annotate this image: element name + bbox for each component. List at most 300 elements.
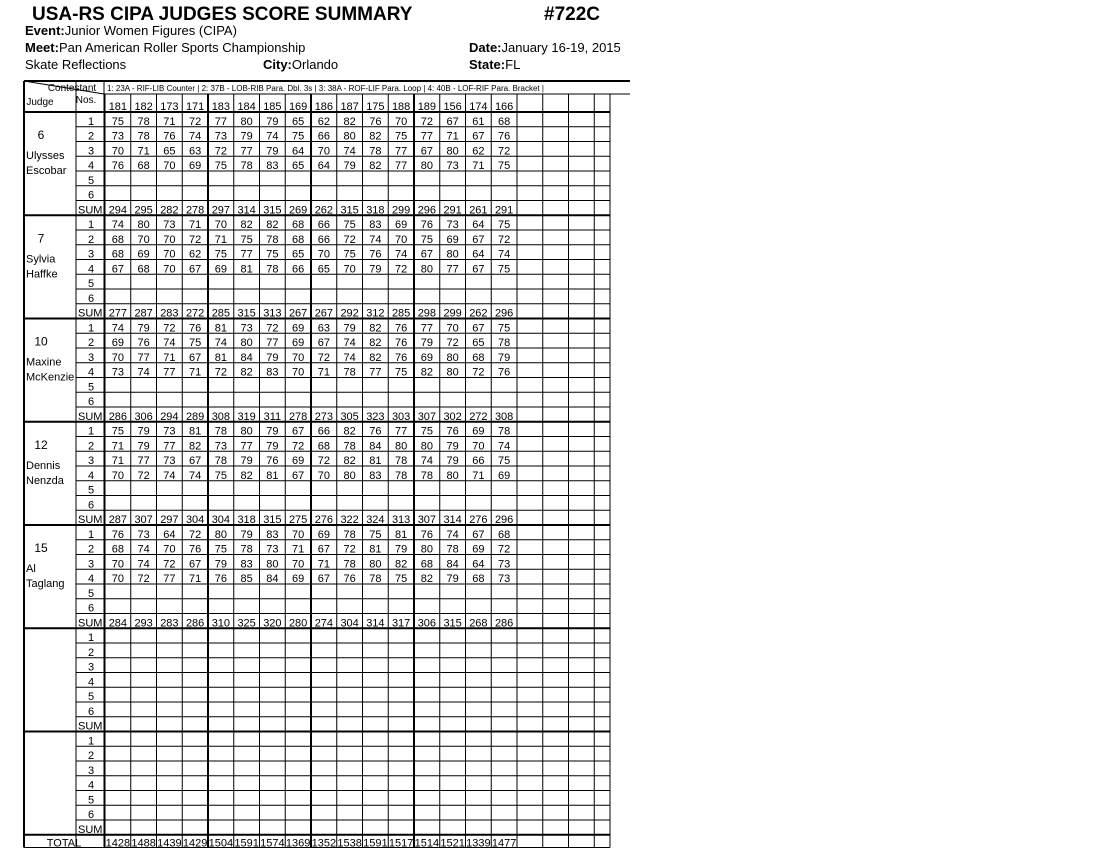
score-cell: 66 [472,455,485,467]
score-cell: 71 [137,145,150,158]
total-label: TOTAL [46,837,82,850]
score-cell: 77 [395,160,408,172]
score-cell: 64 [317,160,330,172]
score-cell: 83 [240,558,253,571]
score-cell: 72 [163,558,176,571]
score-cell: 80 [240,425,253,438]
score-cell: 71 [472,469,485,482]
sum-cell: 307 [417,410,437,423]
sum-cell: 305 [340,410,359,423]
score-cell: 77 [446,263,459,276]
score-cell: 70 [343,263,356,276]
score-cell: 79 [343,160,356,172]
score-cell: 70 [111,145,124,158]
score-cell: 72 [137,573,150,585]
score-cell: 78 [240,543,253,556]
score-cell: 69 [472,543,485,556]
judge-last-name: McKenzie [26,371,75,384]
score-row-label: 6 [87,499,95,512]
score-cell: 80 [446,145,459,158]
sum-cell: 312 [366,307,385,320]
score-cell: 77 [137,455,150,467]
total-cell: 1369 [285,837,311,850]
score-cell: 80 [446,366,459,379]
meet-label: Meet: [25,40,59,55]
score-cell: 79 [446,440,459,453]
contestant-number: 171 [185,101,205,113]
score-cell: 69 [472,425,485,438]
score-cell: 73 [111,130,124,143]
date-value: January 16-19, 2015 [501,40,621,55]
score-row-label: 3 [87,145,95,158]
score-cell: 72 [498,233,511,246]
score-cell: 81 [395,528,408,541]
score-cell: 82 [369,337,382,349]
score-cell: 76 [369,248,382,261]
score-cell: 65 [292,160,305,172]
score-cell: 62 [189,248,202,261]
score-cell: 75 [240,233,253,246]
score-row-label: 3 [87,661,95,674]
score-row-label: 4 [87,469,95,482]
total-cell: 1428 [105,837,131,850]
score-cell: 75 [369,528,382,541]
sum-cell: 276 [469,514,488,526]
score-cell: 82 [369,160,382,172]
sum-cell: 296 [494,514,514,526]
score-cell: 77 [420,322,433,335]
score-cell: 69 [420,351,433,364]
score-row-label: 4 [87,573,95,585]
score-cell: 80 [446,469,459,482]
contestant-number: 174 [469,101,488,113]
score-cell: 74 [137,543,150,556]
score-cell: 76 [369,115,382,128]
score-cell: 77 [137,351,150,364]
score-cell: 72 [137,469,150,482]
corner-nos-label: Nos. [75,95,97,106]
score-cell: 73 [214,130,227,143]
score-cell: 67 [189,351,202,364]
score-cell: 75 [395,130,408,143]
score-cell: 73 [240,322,253,335]
score-cell: 67 [317,573,330,585]
total-cell: 1488 [131,837,156,850]
score-cell: 77 [214,115,227,128]
score-cell: 79 [240,528,253,541]
score-cell: 81 [369,455,382,467]
score-cell: 78 [343,366,356,379]
score-cell: 84 [369,440,382,453]
score-cell: 72 [317,351,330,364]
score-cell: 65 [292,248,305,261]
score-cell: 69 [189,160,202,172]
score-cell: 80 [240,337,253,349]
score-cell: 78 [343,528,356,541]
score-cell: 76 [420,528,433,541]
score-cell: 79 [137,322,150,335]
score-row-label: 1 [87,735,95,748]
sum-cell: 283 [160,617,179,630]
score-cell: 75 [111,425,124,438]
contestant-number: 182 [134,101,153,113]
sum-cell: 287 [108,514,128,526]
sum-label: SUM [78,410,103,423]
score-row-label: 3 [87,558,95,571]
sum-cell: 314 [366,617,385,630]
score-row-label: 1 [87,632,95,644]
score-row-label: 6 [87,809,95,821]
score-cell: 76 [498,366,511,379]
sum-cell: 282 [160,204,179,217]
score-cell: 77 [240,440,253,453]
score-cell: 64 [472,248,485,261]
score-cell: 83 [369,219,382,231]
score-cell: 71 [163,351,176,364]
score-cell: 79 [420,337,433,349]
score-cell: 62 [317,115,330,128]
judge-number: 12 [34,437,48,452]
sum-label: SUM [78,720,103,733]
score-row-label: 5 [87,691,95,703]
total-cell: 1574 [260,837,285,850]
score-cell: 65 [472,337,485,349]
score-cell: 71 [446,130,459,143]
score-row-label: 5 [87,587,95,600]
score-cell: 81 [240,263,253,276]
sum-cell: 285 [211,307,231,320]
score-cell: 66 [317,130,330,143]
score-cell: 65 [163,145,176,158]
sum-cell: 310 [211,617,231,630]
score-cell: 82 [343,455,356,467]
score-cell: 72 [343,543,356,556]
sum-cell: 314 [237,204,256,217]
score-cell: 72 [292,440,305,453]
score-row-label: 1 [87,219,95,231]
score-cell: 69 [292,455,305,467]
contestant-number: 189 [417,101,437,113]
score-cell: 78 [498,337,511,349]
score-cell: 76 [369,425,382,438]
score-cell: 80 [240,115,253,128]
score-row-label: 1 [87,528,95,541]
score-cell: 70 [317,469,330,482]
score-row-label: 2 [87,440,95,453]
judge-first-name: Maxine [26,356,62,369]
contestant-number: 184 [237,101,256,113]
score-cell: 68 [420,558,433,571]
score-cell: 71 [163,115,176,128]
score-row-label: 5 [87,278,95,290]
form-code: #722C [544,4,600,25]
score-cell: 67 [292,469,305,482]
score-cell: 78 [369,145,382,158]
score-cell: 82 [266,219,279,231]
score-cell: 70 [214,219,227,231]
judge-first-name: Dennis [26,459,61,472]
judge-last-name: Nenzda [26,474,64,487]
score-cell: 68 [111,543,124,556]
score-row-label: 2 [87,543,95,556]
score-cell: 76 [266,455,279,467]
score-cell: 64 [472,219,485,231]
sum-cell: 315 [263,204,282,217]
score-cell: 70 [137,233,150,246]
sum-cell: 304 [340,617,359,630]
score-cell: 77 [266,337,279,349]
score-cell: 80 [420,263,433,276]
score-cell: 78 [266,263,279,276]
score-cell: 72 [420,115,433,128]
score-cell: 72 [189,115,202,128]
sum-cell: 313 [263,307,282,320]
score-cell: 67 [317,543,330,556]
sum-cell: 289 [185,410,205,423]
city-label: City: [263,57,292,72]
sum-cell: 275 [288,514,308,526]
score-cell: 80 [420,160,433,172]
score-cell: 73 [446,160,459,172]
score-cell: 67 [472,528,485,541]
score-cell: 75 [214,543,227,556]
score-cell: 80 [214,528,227,541]
score-cell: 82 [369,322,382,335]
score-cell: 77 [240,145,253,158]
score-cell: 73 [163,425,176,438]
score-cell: 67 [472,263,485,276]
sum-cell: 299 [391,204,411,217]
score-cell: 69 [214,263,227,276]
score-cell: 78 [446,543,459,556]
score-cell: 79 [395,543,408,556]
score-cell: 80 [420,440,433,453]
total-cell: 1352 [311,837,337,850]
score-cell: 74 [395,248,408,261]
sum-cell: 306 [417,617,437,630]
total-cell: 1591 [234,837,259,850]
score-cell: 78 [214,455,227,467]
score-cell: 74 [189,469,202,482]
score-row-label: 5 [87,794,95,807]
score-cell: 74 [266,130,279,143]
city-value: Orlando [291,57,339,72]
score-cell: 79 [266,425,279,438]
sum-cell: 278 [185,204,205,217]
score-cell: 68 [111,233,124,246]
score-cell: 71 [472,160,485,172]
score-cell: 75 [214,160,227,172]
score-cell: 74 [343,145,356,158]
judge-last-name: Escobar [26,165,67,177]
sum-cell: 287 [134,307,153,320]
score-cell: 82 [240,366,253,379]
sum-cell: 311 [263,410,282,423]
score-grid [23,80,633,850]
judge-first-name: Al [26,563,36,575]
score-cell: 67 [111,263,124,276]
sum-cell: 286 [494,617,514,630]
score-cell: 83 [369,469,382,482]
score-cell: 75 [498,160,511,172]
judge-last-name: Haffke [26,268,58,281]
sum-cell: 272 [469,410,488,423]
date-label: Date: [469,40,502,55]
score-cell: 73 [266,543,279,556]
score-cell: 66 [317,233,330,246]
score-cell: 75 [498,263,511,276]
contestant-number: 173 [160,101,179,113]
score-cell: 69 [395,219,408,231]
score-cell: 75 [111,115,124,128]
sum-cell: 295 [134,204,153,217]
contestant-number: 185 [263,101,282,113]
score-cell: 77 [395,425,408,438]
score-cell: 79 [137,425,150,438]
sum-cell: 297 [211,204,231,217]
score-cell: 70 [395,115,408,128]
total-cell: 1504 [208,837,234,850]
sum-cell: 294 [160,410,179,423]
score-cell: 68 [317,440,330,453]
score-cell: 71 [189,366,202,379]
score-cell: 69 [137,248,150,261]
sum-cell: 262 [314,204,334,217]
score-cell: 69 [292,573,305,585]
sum-cell: 318 [366,204,385,217]
corner-judge-label: Judge [26,97,54,108]
score-cell: 79 [498,351,511,364]
judge-last-name: Taglang [26,578,65,590]
score-cell: 63 [317,322,330,335]
score-cell: 72 [343,233,356,246]
score-cell: 82 [240,469,253,482]
score-cell: 79 [214,558,227,571]
score-cell: 84 [446,558,459,571]
state-value: FL [505,57,521,72]
judge-number: 7 [37,231,45,246]
score-cell: 66 [292,263,305,276]
score-cell: 78 [395,469,408,482]
score-cell: 65 [292,115,305,128]
score-row-label: 2 [87,646,95,659]
score-cell: 74 [343,351,356,364]
score-cell: 72 [214,145,227,158]
sum-label: SUM [78,823,103,836]
score-cell: 75 [420,425,433,438]
score-cell: 72 [446,337,459,349]
score-cell: 77 [420,130,433,143]
score-cell: 70 [472,440,485,453]
sum-cell: 315 [237,307,256,320]
score-cell: 75 [292,130,305,143]
sum-cell: 324 [366,514,385,526]
score-cell: 78 [266,233,279,246]
score-cell: 76 [137,337,150,349]
contestant-number: 156 [443,101,462,113]
score-cell: 68 [292,219,305,231]
score-cell: 73 [163,219,176,231]
score-cell: 68 [472,351,485,364]
score-cell: 82 [395,558,408,571]
score-cell: 64 [292,145,305,158]
score-cell: 82 [420,573,433,585]
score-cell: 78 [240,160,253,172]
score-cell: 75 [498,455,511,467]
event-value: Junior Women Figures (CIPA) [64,23,237,38]
score-cell: 74 [111,322,124,335]
contestant-number: 187 [340,101,359,113]
score-cell: 69 [317,528,330,541]
score-cell: 68 [137,263,150,276]
score-cell: 80 [446,248,459,261]
score-cell: 82 [240,219,253,231]
state-line [469,57,520,72]
score-cell: 82 [343,115,356,128]
score-cell: 73 [111,366,124,379]
score-cell: 83 [266,366,279,379]
score-row-label: 2 [87,337,95,349]
score-row-label: 1 [87,425,95,438]
score-cell: 74 [420,455,433,467]
score-cell: 71 [111,440,124,453]
score-cell: 71 [317,558,330,571]
score-cell: 77 [369,366,382,379]
score-cell: 67 [420,248,433,261]
score-cell: 68 [137,160,150,172]
score-cell: 79 [446,573,459,585]
score-row-label: 4 [87,263,95,276]
score-cell: 73 [446,219,459,231]
score-cell: 78 [420,469,433,482]
score-cell: 81 [266,469,279,482]
score-cell: 67 [472,233,485,246]
score-cell: 83 [266,528,279,541]
score-cell: 79 [369,263,382,276]
sum-cell: 293 [134,617,153,630]
score-cell: 78 [343,558,356,571]
score-cell: 81 [189,425,202,438]
score-cell: 73 [163,455,176,467]
score-cell: 70 [111,351,124,364]
score-cell: 71 [189,573,202,585]
score-cell: 84 [240,351,253,364]
sum-cell: 296 [494,307,514,320]
score-row-label: 1 [87,115,95,128]
sum-cell: 320 [263,617,282,630]
contestant-number: 181 [108,101,128,113]
score-cell: 79 [446,455,459,467]
score-cell: 64 [163,528,176,541]
score-cell: 70 [163,543,176,556]
score-cell: 76 [163,130,176,143]
score-cell: 70 [446,322,459,335]
contestant-number: 186 [314,101,334,113]
figures-description: 1: 23A - RIF-LIB Counter | 2: 37B - LOB-RIB Para. Dbl. 3s | 3: 38A - ROF-LIF Para. Loop | 4: 40B - LOF-RIF Para. Bracket | [107,84,544,93]
score-cell: 73 [498,558,511,571]
total-cell: 1477 [491,837,517,850]
score-cell: 67 [317,337,330,349]
score-cell: 78 [214,425,227,438]
score-cell: 66 [317,425,330,438]
total-cell: 1591 [363,837,388,850]
sum-cell: 276 [314,514,334,526]
score-cell: 67 [472,130,485,143]
contestant-number: 175 [366,101,385,113]
contestant-number: 183 [211,101,231,113]
page-title: USA-RS CIPA JUDGES SCORE SUMMARY [32,4,413,25]
score-cell: 69 [111,337,124,349]
